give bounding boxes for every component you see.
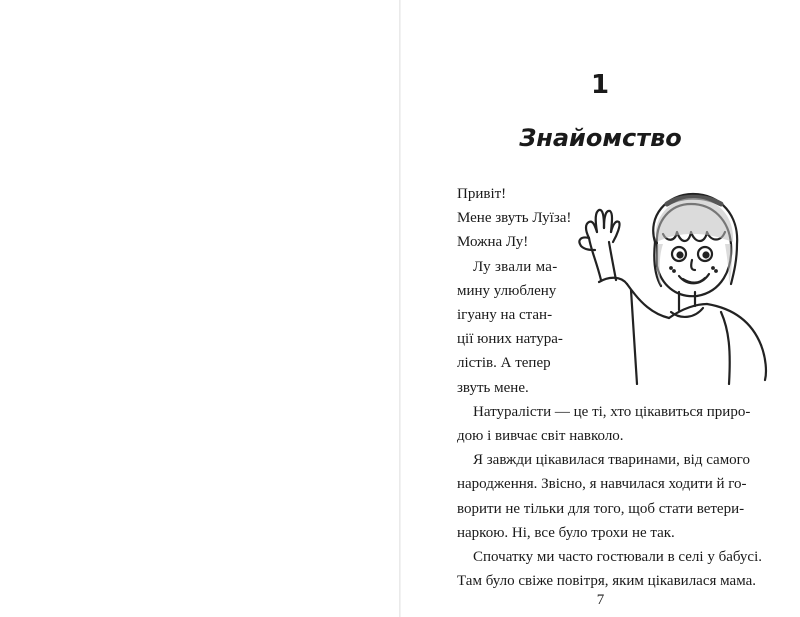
paragraph-line: Лу звали ма- <box>473 258 558 275</box>
paragraph-line: Привіт! <box>457 186 507 202</box>
paragraph-line: дою і вивчає світ навколо. <box>457 428 624 444</box>
girl-waving-illustration <box>571 180 771 385</box>
paragraph-line: Я завжди цікавилася тваринами, від самого <box>473 452 750 469</box>
paragraph-line: Мене звуть Луїза! <box>457 210 572 227</box>
paragraph-line: Натуралісти — це ті, хто цікавиться приро- <box>473 403 751 420</box>
paragraph-line: ігуану на стан- <box>457 307 553 323</box>
chapter-title: Знайомство <box>519 124 682 152</box>
paragraph-line: Спочатку ми часто гостювали в селі у бабусі. <box>473 549 762 565</box>
paragraph-line: Там було свіже повітря, яким цікавилася мама. <box>457 573 756 590</box>
page-number: 7 <box>596 592 605 608</box>
paragraph-line: звуть мене. <box>457 379 529 396</box>
paragraph-line: лістів. А тепер <box>457 355 551 372</box>
chapter-number: 1 <box>590 70 611 100</box>
right-page <box>401 0 800 617</box>
paragraph-line: Можна Лу! <box>457 234 529 251</box>
paragraph-line: народження. Звісно, я навчилася ходити й го- <box>457 476 747 493</box>
paragraph-line: наркою. Ні, все було трохи не так. <box>457 524 675 541</box>
paragraph-line: мину улюблену <box>457 282 557 299</box>
paragraph-line: ворити не тільки для того, щоб стати ветери- <box>457 500 745 517</box>
paragraph-line: ції юних натура- <box>457 331 563 348</box>
